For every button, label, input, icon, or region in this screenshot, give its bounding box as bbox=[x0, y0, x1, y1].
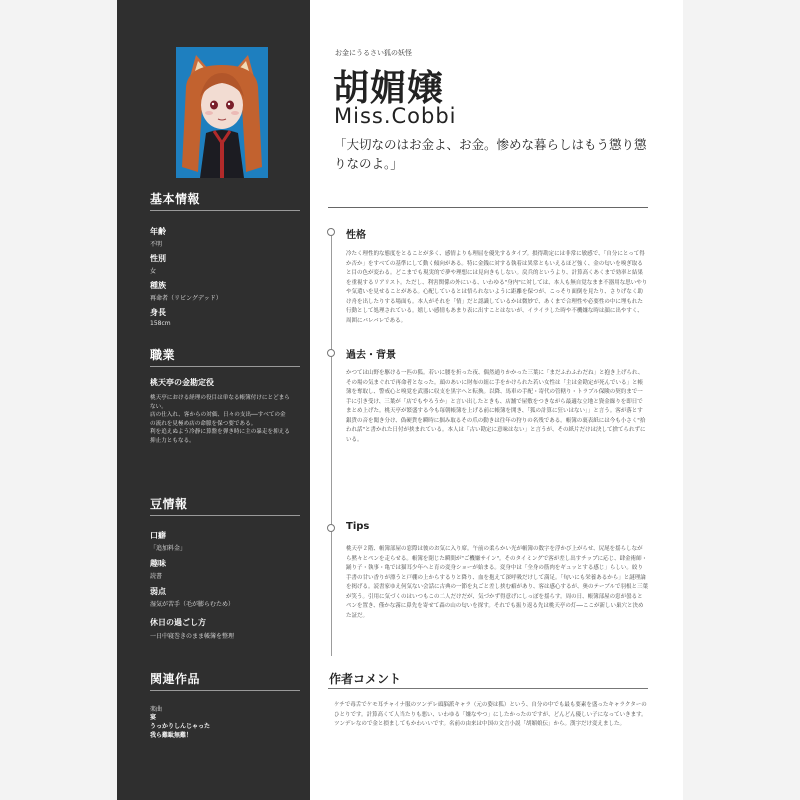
hobby-label: 趣味 bbox=[150, 559, 166, 568]
divider bbox=[150, 515, 300, 516]
weakness-label: 弱点 bbox=[150, 587, 166, 596]
background-heading: 過去・背景 bbox=[346, 350, 396, 361]
divider bbox=[150, 690, 300, 691]
occupation-heading: 職業 bbox=[150, 348, 176, 362]
character-portrait bbox=[176, 47, 268, 178]
sidebar bbox=[117, 0, 310, 800]
age-value: 不明 bbox=[150, 241, 163, 248]
occupation-title: 桃天亭の金勘定役 bbox=[150, 378, 214, 387]
catchphrase-value: 「追加料金」 bbox=[150, 545, 187, 552]
author-comment-body: ケチで毒舌でケモ耳チャイナ服のツンデレ頭脳派キャラ（元の姿は狐）という、自分の中でも最も要素を盛ったキャラクターのひとりです。計算高くて人当たりも悪い、いわゆる「嫌なやつ」にしたかったのですが、どんどん優しい子になっていきます。ツンデレなので金と損ましてもかわいいです。名前の由来は中国の文言小説「胡媚娘伝」から。漢字だけ変えました。 bbox=[334, 702, 647, 727]
related-work-3: 我ら難駄無難！ bbox=[150, 732, 193, 739]
gender-value: 女 bbox=[150, 268, 157, 275]
divider bbox=[150, 210, 300, 211]
weakness-value: 湿気が苦手（毛が膨らむため） bbox=[150, 601, 235, 608]
occupation-description: 桃天亭における経理の役目は単なる帳簿付けにとどまらない。 店の仕入れ、客からの対価、日々の支出──すべての金の流れを見極め店の命脈を保つ要である。 利を追えぬよう冷静に算盤を弾き時に主の暴走を抑える抑止力ともなる。 bbox=[150, 395, 290, 444]
holiday-label: 休日の過ごし方 bbox=[150, 618, 206, 627]
personality-body: 冷たく理性的な態度をとることが多く、感情よりも理屈を優先するタイプ。損得勘定には非常に敏感で、「自分にとって得か否か」をすべての基準にして動く傾向がある。特に金銭に対する執着は異常ともいえるほど強く、金の匂いを嗅ぎ取ると目の色が変わる。どこまでも現実的で夢や理想には見向きもしない。戻兵的というより、計算高くあくまで効率と結果を重視するリアリスト。ただし、利害関係の外にいる、いわゆる"身内"に対しては、本人も無自覚なまま不器用な思いやりや気遣いを見せることがある。心配しているとは悟られないように距離を保つが、こっそり面倒を見たり、さりげなく助け舟を出したりする場面も。本人がそれを「情」だと認識しているかは微妙で、あくまで合理性や必要性の中に埋もれた行動として処理されている。嬉しい感情もあまり表に出すことはないが、イライラした時や不機嫌な時は顔に出やすく、周囲にバレバレである。 bbox=[346, 251, 648, 324]
character-quote: 「大切なのはお金よ、お金。惨めな暮らしはもう懲り懲りなのよ。」 bbox=[334, 137, 647, 171]
height-label: 身長 bbox=[150, 308, 166, 317]
related-work-2: うっかりしんじゃった bbox=[150, 723, 211, 730]
divider bbox=[328, 207, 648, 208]
catchphrase-label: 口癖 bbox=[150, 531, 166, 540]
trivia-heading: 豆情報 bbox=[150, 497, 188, 511]
character-name-jp: 胡媚嬢 bbox=[333, 68, 445, 109]
timeline-dot bbox=[327, 524, 335, 532]
background-body: かつては山野を駆ける一匹の狐。若いに腰を折った夜、偶然通りかかった三葉に「まだふわふわだね」と抱き上げられ、その場の気まぐれで再命者となった。頭のあいに財布の紐に手をかけられた若い女性は「主は金勘定が死んでいる」と帳簿を奪取し、警戒心と嗅覚を武器に収支を黒字へと転換。以降、馬車の手配・寄代の管轄り・トラブル保険の契約まで一手に引き受け、三葉が「店でもやろうか」と言い出したときも、店舗で屋敷をつきながら最適な立地と資金繰りを即日でまとめ上げた。桃天亭が繁盛する今も毎朝帳簿を上げる前に帳簿を開き、「狐の計算に狂いはない」」と言う。客が落とす銀貨の音を聞き分け、偽硬貨を瞬時に掴み取るその爪の動きは往年の狩りの名残である。帳簿の裏表紙には今も小さく"拾われ話"と書かれた日付が挟まれている。本人は「古い勘定に意味はない」と言うが、その紙片だけは決して捨てられずにいる。 bbox=[346, 370, 646, 443]
related-work-1: 宴 bbox=[150, 714, 157, 721]
catchphrase: お金にうるさい狐の妖怪 bbox=[335, 49, 412, 57]
basic-info-heading: 基本情報 bbox=[150, 192, 201, 206]
tips-body: 桃天亭２階、帳簿部屋の窓際は彼のお気に入り席。午前の柔らかい光が帳簿の数字を浮かび上がらせ、尻尾を揺らしながら黙々とペンを走らせる。帳簿を閉じた瞬間が"ご機嫌サイン"。そのタイミングで客が差し出すチップに応じ、肆金術師・踊り子・執事・亀では猫耳少年へと育の変身ショーが始まる。変身中は「全身の筋肉をギュッとする感じ」らしい。絞り手書の甘い香りが漂うと戸棚の上からするりと降り、血を抱えて深呼吸だけして満足。「旬いにも栄養あるから」と謎理論を掲げる。読書家ゆえ何気ない会話に古典の一節を丸ごと差し挟む癖があり、客は感心するが、奥のテーブルで羽根と三葉が笑う。引用に気づくのはいつもこの二人だけだが、気づかず得意げにしっぽを揺らす。周の日、帳簿部屋の窓が曇るとペンを置き、僅かな霧に鼻先を寄せて森の山の匂いを探す。それでも振り返る先は桃天亭の灯──ここが新しい巣穴と決めた証だ。 bbox=[346, 546, 649, 619]
character-name-en: Miss.Cobbi bbox=[334, 104, 457, 128]
hobby-value: 読書 bbox=[150, 573, 163, 580]
author-comment-heading: 作者コメント bbox=[329, 672, 402, 686]
personality-heading: 性格 bbox=[346, 230, 366, 241]
timeline-dot bbox=[327, 349, 335, 357]
holiday-value: 一日中寝巻きのまま帳簿を整理 bbox=[150, 633, 235, 640]
tips-heading: Tips bbox=[346, 521, 370, 532]
fox-girl-illustration bbox=[176, 47, 268, 178]
timeline-dot bbox=[327, 228, 335, 236]
divider bbox=[328, 688, 648, 689]
timeline-line bbox=[331, 228, 332, 656]
gender-label: 性別 bbox=[150, 254, 166, 263]
species-value: 再命者（リビングデッド） bbox=[150, 295, 222, 302]
related-works-heading: 関連作品 bbox=[150, 672, 201, 686]
height-value: 158cm bbox=[150, 320, 171, 327]
species-label: 種族 bbox=[150, 281, 166, 290]
age-label: 年齢 bbox=[150, 227, 166, 236]
related-category: 楽曲 bbox=[150, 706, 163, 713]
divider bbox=[150, 366, 300, 367]
